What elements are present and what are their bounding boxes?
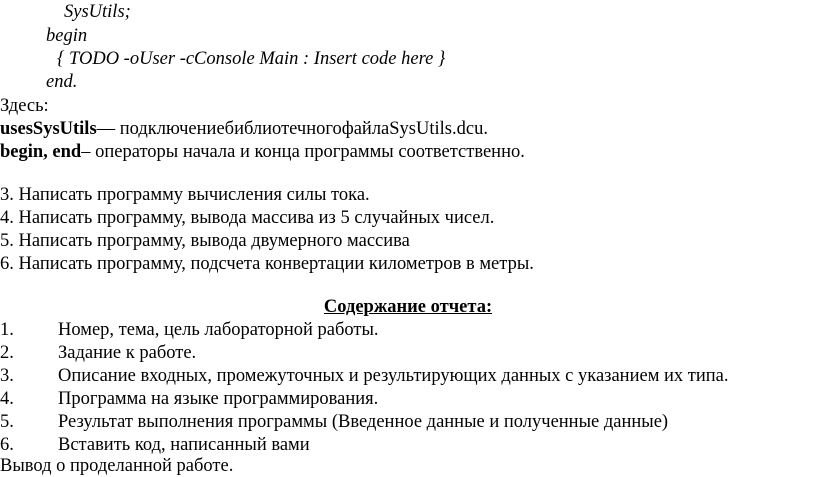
report-item-number: 5. bbox=[0, 412, 14, 432]
task-item: 5. Написать программу, вывода двумерного массива bbox=[0, 231, 410, 251]
report-item-text: Номер, тема, цель лабораторной работы. bbox=[58, 320, 379, 340]
report-item-number: 1. bbox=[0, 320, 14, 340]
report-item-text: Вставить код, написанный вами bbox=[58, 435, 310, 455]
uses-term: usesSysUtils bbox=[0, 119, 97, 139]
report-conclusion: Вывод о проделанной работе. bbox=[0, 456, 234, 476]
code-line-begin: begin bbox=[46, 26, 88, 46]
code-line-todo: { TODO -oUser -cConsole Main : Insert code here } bbox=[57, 49, 446, 69]
report-item-number: 2. bbox=[0, 343, 14, 363]
report-item-text: Программа на языке программирования. bbox=[58, 389, 379, 409]
explain-uses bbox=[0, 118, 488, 140]
report-item-number: 6. bbox=[0, 435, 14, 455]
task-item: 6. Написать программу, подсчета конвертации километров в метры. bbox=[0, 254, 534, 274]
begin-text: – операторы начала и конца программы соответственно. bbox=[81, 142, 525, 162]
task-item: 3. Написать программу вычисления силы тока. bbox=[0, 185, 370, 205]
explain-begin-end bbox=[0, 141, 525, 163]
report-item-text: Результат выполнения программы (Введенное данные и полученные данные) bbox=[58, 412, 669, 432]
explain-intro: Здесь: bbox=[0, 96, 49, 116]
code-line-uses: SysUtils; bbox=[64, 2, 131, 22]
begin-term: begin, end bbox=[0, 142, 82, 162]
uses-text: — подключениебиблиотечногофайлаSysUtils.dcu. bbox=[96, 119, 488, 139]
task-item: 4. Написать программу, вывода массива из 5 случайных чисел. bbox=[0, 208, 495, 228]
report-item-number: 4. bbox=[0, 389, 14, 409]
report-item-number: 3. bbox=[0, 366, 14, 386]
code-line-end: end. bbox=[46, 72, 78, 92]
report-heading: Содержание отчета: bbox=[323, 297, 493, 317]
report-item-text: Описание входных, промежуточных и результирующих данных с указанием их типа. bbox=[58, 366, 729, 386]
report-item-text: Задание к работе. bbox=[58, 343, 197, 363]
